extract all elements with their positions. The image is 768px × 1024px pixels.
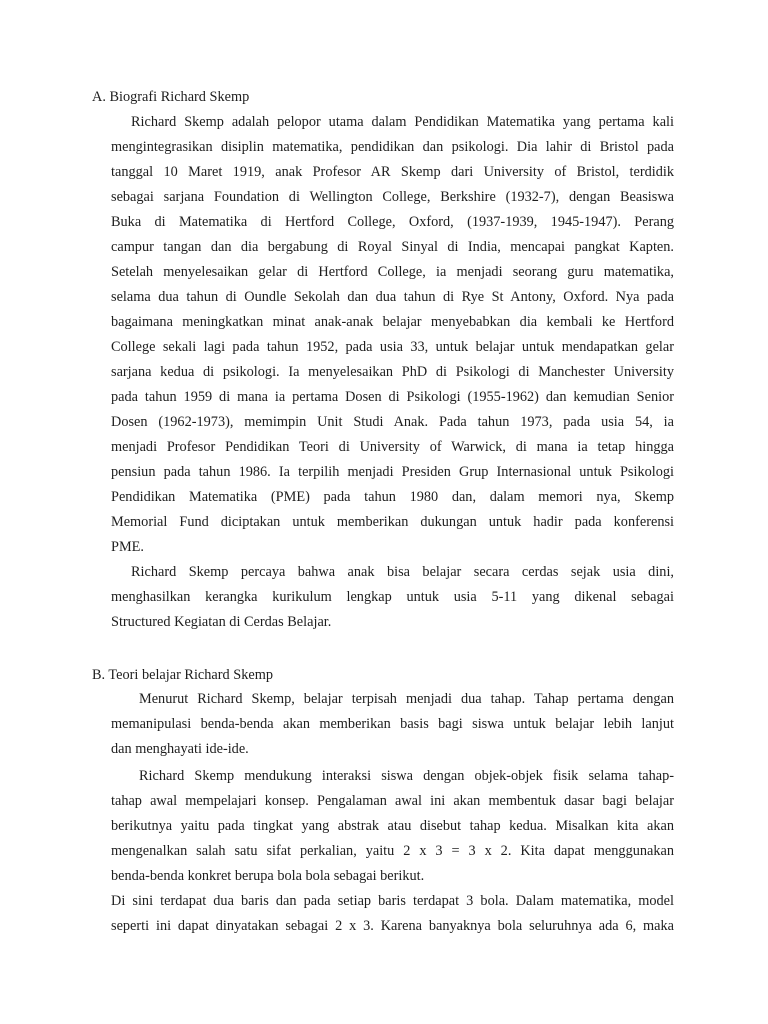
paragraph-line: tanggal 10 Maret 1919, anak Profesor AR Skemp dari University of Bristol, terdidik — [111, 164, 674, 180]
paragraph-line: menghasilkan kerangka kurikulum lengkap untuk usia 5-11 yang dikenal sebagai — [111, 589, 674, 605]
paragraph-line: pensiun pada tahun 1986. Ia terpilih menjadi Presiden Grup Internasional untuk Psikologi — [111, 464, 674, 480]
paragraph-line: sebagai sarjana Foundation di Wellington College, Berkshire (1932-7), dengan Beasiswa — [111, 189, 674, 205]
paragraph-line: dan menghayati ide-ide. — [111, 741, 249, 757]
paragraph-line: Pendidikan Matematika (PME) pada tahun 1980 dan, dalam memori nya, Skemp — [111, 489, 674, 505]
paragraph-line: Di sini terdapat dua baris dan pada setiap baris terdapat 3 bola. Dalam matematika, model — [111, 893, 674, 909]
paragraph-line: College sekali lagi pada tahun 1952, pada usia 33, untuk belajar untuk mendapatkan gelar — [111, 339, 674, 355]
paragraph-line: Setelah menyelesaikan gelar di Hertford College, ia menjadi seorang guru matematika, — [111, 264, 674, 280]
paragraph-line: Richard Skemp mendukung interaksi siswa dengan objek-objek fisik selama tahap- — [139, 768, 674, 784]
paragraph-line: tahap awal mempelajari konsep. Pengalaman awal ini akan membentuk dasar bagi belajar — [111, 793, 674, 809]
paragraph-line: campur tangan dan dia bergabung di Royal Sinyal di India, mencapai pangkat Kapten. — [111, 239, 674, 255]
paragraph-line: Dosen (1962-1973), memimpin Unit Studi Anak. Pada tahun 1973, pada usia 54, ia — [111, 414, 674, 430]
paragraph-line: seperti ini dapat dinyatakan sebagai 2 x 3. Karena banyaknya bola seluruhnya ada 6, maka — [111, 918, 674, 934]
paragraph-line: bagaimana meningkatkan minat anak-anak belajar menyebabkan dia kembali ke Hertford — [111, 314, 674, 330]
paragraph-line: Memorial Fund diciptakan untuk memberikan dukungan untuk hadir pada konferensi — [111, 514, 674, 530]
paragraph-line: memanipulasi benda-benda akan memberikan basis bagi siswa untuk belajar lebih lanjut — [111, 716, 674, 732]
paragraph-line: sarjana kedua di psikologi. Ia menyelesaikan PhD di Psikologi di Manchester University — [111, 364, 674, 380]
paragraph-line: Menurut Richard Skemp, belajar terpisah menjadi dua tahap. Tahap pertama dengan — [139, 691, 674, 707]
paragraph-line: pada tahun 1959 di mana ia pertama Dosen di Psikologi (1955-1962) dan kemudian Senior — [111, 389, 674, 405]
paragraph-line: PME. — [111, 539, 144, 555]
paragraph-line: Structured Kegiatan di Cerdas Belajar. — [111, 614, 332, 630]
paragraph-line: selama dua tahun di Oundle Sekolah dan dua tahun di Rye St Antony, Oxford. Nya pada — [111, 289, 674, 305]
paragraph-line: berikutnya yaitu pada tingkat yang abstrak atau disebut tahap kedua. Misalkan kita akan — [111, 818, 674, 834]
paragraph-line: Richard Skemp percaya bahwa anak bisa belajar secara cerdas sejak usia dini, — [131, 564, 674, 580]
section-b-heading: B. Teori belajar Richard Skemp — [92, 667, 273, 683]
paragraph-line: mengintegrasikan disiplin matematika, pendidikan dan psikologi. Dia lahir di Bristol pada — [111, 139, 674, 155]
paragraph-line: menjadi Profesor Pendidikan Teori di University of Warwick, di mana ia tetap hingga — [111, 439, 674, 455]
section-a-heading: A. Biografi Richard Skemp — [92, 89, 250, 105]
paragraph-line: benda-benda konkret berupa bola bola sebagai berikut. — [111, 868, 425, 884]
paragraph-line: mengenalkan salah satu sifat perkalian, yaitu 2 x 3 = 3 x 2. Kita dapat menggunakan — [111, 843, 674, 859]
paragraph-line: Richard Skemp adalah pelopor utama dalam Pendidikan Matematika yang pertama kali — [131, 114, 674, 130]
paragraph-line: Buka di Matematika di Hertford College, Oxford, (1937-1939, 1945-1947). Perang — [111, 214, 674, 230]
